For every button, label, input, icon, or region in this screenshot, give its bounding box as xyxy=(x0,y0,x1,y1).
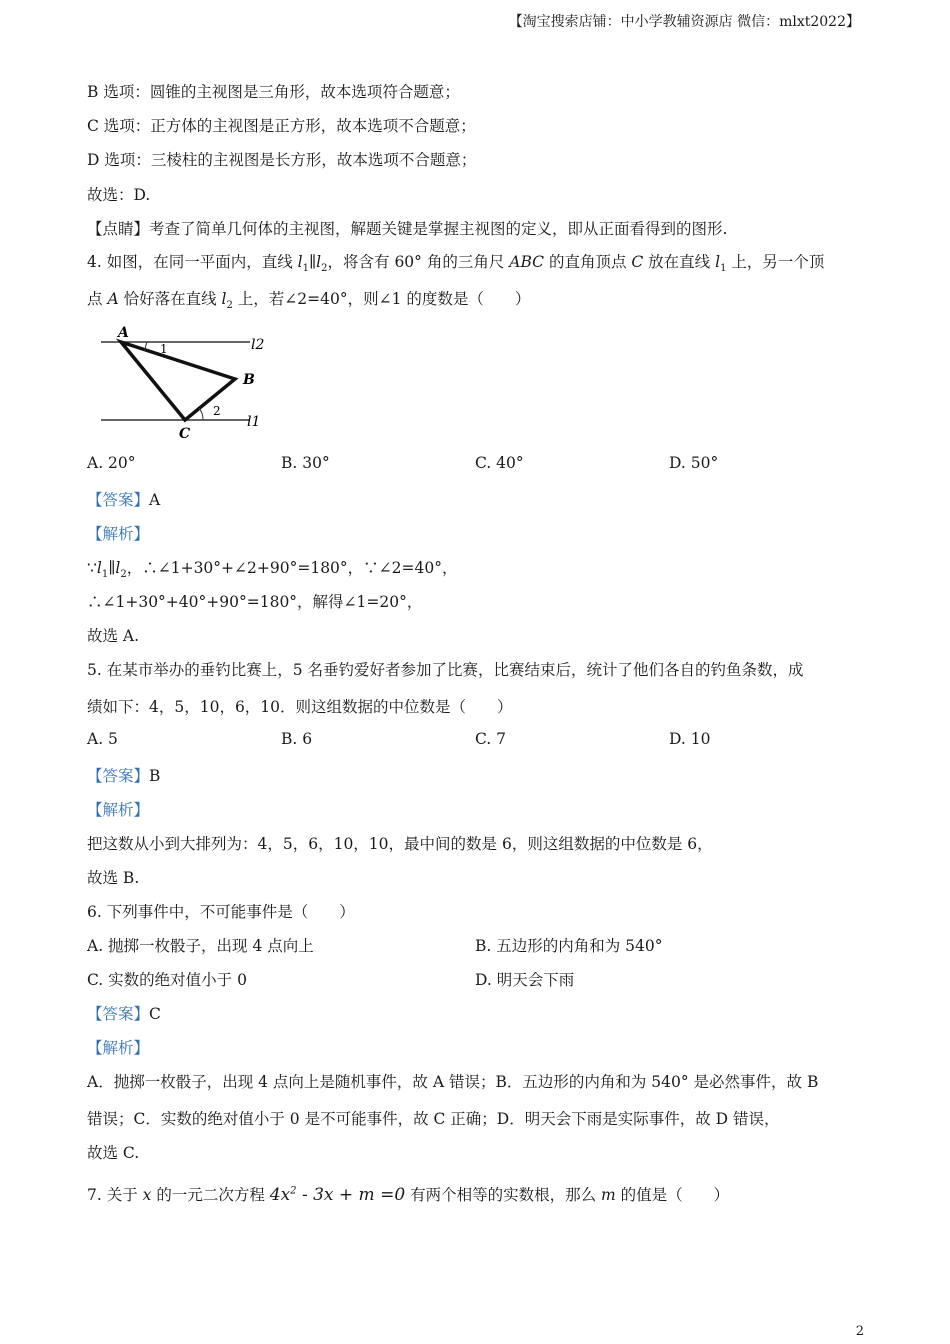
q6-solution-line2: 错误；C．实数的绝对值小于 0 是不可能事件，故 C 正确；D．明天会下雨是实际事件，故 D 错误， xyxy=(87,1110,780,1128)
q3-option-b-explanation: B 选项：圆锥的主视图是三角形，故本选项符合题意； xyxy=(87,83,460,101)
q4-analysis-tag: 【解析】 xyxy=(87,525,150,543)
q5-option-d: D. 10 xyxy=(669,730,711,748)
answer-value: B xyxy=(149,767,161,785)
q4-solution-line2: ∴∠1+30°+40°+90°=180°，解得∠1=20°， xyxy=(87,593,423,611)
label-angle-1: 1 xyxy=(160,342,168,356)
q6-option-d: D. 明天会下雨 xyxy=(475,971,575,989)
comment-tag: 【点睛】 xyxy=(87,220,150,238)
answer-tag: 【答案】 xyxy=(87,491,150,509)
label-angle-2: 2 xyxy=(213,404,221,418)
q7-equation: $4x^2 - 3x + m =0$ xyxy=(269,1185,406,1205)
label-c: C xyxy=(179,426,191,442)
q4-triangle-figure xyxy=(95,322,270,442)
answer-tag: 【答案】 xyxy=(87,1005,150,1023)
answer-value: A xyxy=(149,491,161,509)
label-l1: l1 xyxy=(247,414,261,430)
label-l2: l2 xyxy=(251,337,265,353)
q4-choice: 故选 A. xyxy=(87,627,140,645)
q5-option-b: B. 6 xyxy=(281,730,313,748)
q6-option-c: C. 实数的绝对值小于 0 xyxy=(87,971,247,989)
label-a: A xyxy=(118,325,129,341)
q4-option-d: D. 50° xyxy=(669,454,719,472)
q4-stem-line2: 点 A 恰好落在直线 $l_2$ 上，若∠2=40°，则∠1 的度数是（ ） xyxy=(87,290,531,312)
comment-text: 考查了简单几何体的主视图，解题关键是掌握主视图的定义，即从正面看得到的图形. xyxy=(149,220,728,238)
q4-solution-line1: $\because l_1\parallel l_2$，∴∠1+30°+∠2+90°=180°，∵∠2=40°， xyxy=(87,559,458,581)
q6-choice: 故选 C. xyxy=(87,1144,140,1162)
label-b: B xyxy=(243,372,255,388)
q3-choice: 故选：D. xyxy=(87,186,151,204)
page-header: 【淘宝搜索店铺：中小学教辅资源店 微信：mlxt2022】 xyxy=(508,14,860,30)
q6-analysis-tag: 【解析】 xyxy=(87,1039,150,1057)
q5-answer xyxy=(87,764,160,786)
q5-option-c: C. 7 xyxy=(475,730,507,748)
q3-comment xyxy=(87,217,727,239)
q5-analysis-tag: 【解析】 xyxy=(87,801,150,819)
q7-stem: 7. 关于 x 的一元二次方程 $4x^2 - 3x + m =0$ 有两个相等的实数根，那么 m 的值是（ ） xyxy=(87,1185,730,1205)
q5-choice: 故选 B. xyxy=(87,869,140,887)
page-number: 2 xyxy=(855,1324,864,1339)
q4-option-c: C. 40° xyxy=(475,454,524,472)
q4-option-a: A. 20° xyxy=(87,454,136,472)
q5-solution: 把这数从小到大排列为：4，5，6，10，10，最中间的数是 6，则这组数据的中位数是 6， xyxy=(87,835,713,853)
q6-solution-line1: A．抛掷一枚骰子，出现 4 点向上是随机事件，故 A 错误；B．五边形的内角和为 540° 是必然事件，故 B xyxy=(87,1073,819,1091)
q4-answer xyxy=(87,488,160,510)
q4-stem-line1: 4. 如图，在同一平面内，直线 $l_1\parallel l_2$，将含有 60° 角的三角尺 ABC 的直角顶点 C 放在直线 $l_1$ 上，另一个顶 xyxy=(87,253,825,275)
q5-option-a: A. 5 xyxy=(87,730,118,748)
q4-option-b: B. 30° xyxy=(281,454,330,472)
q6-option-a: A. 抛掷一枚骰子，出现 4 点向上 xyxy=(87,937,314,955)
q6-option-b: B. 五边形的内角和为 540° xyxy=(475,937,663,955)
q6-stem: 6. 下列事件中，不可能事件是（ ） xyxy=(87,903,355,921)
q3-option-d-explanation: D 选项：三棱柱的主视图是长方形，故本选项不合题意； xyxy=(87,151,477,169)
q5-stem-line2: 绩如下：4，5，10，6，10．则这组数据的中位数是（ ） xyxy=(87,698,513,716)
q6-answer xyxy=(87,1002,161,1024)
q5-stem-line1: 5. 在某市举办的垂钓比赛上，5 名垂钓爱好者参加了比赛，比赛结束后，统计了他们各自的钓鱼条数，成 xyxy=(87,661,804,679)
answer-value: C xyxy=(149,1005,161,1023)
answer-tag: 【答案】 xyxy=(87,767,150,785)
q3-option-c-explanation: C 选项：正方体的主视图是正方形，故本选项不合题意； xyxy=(87,117,476,135)
